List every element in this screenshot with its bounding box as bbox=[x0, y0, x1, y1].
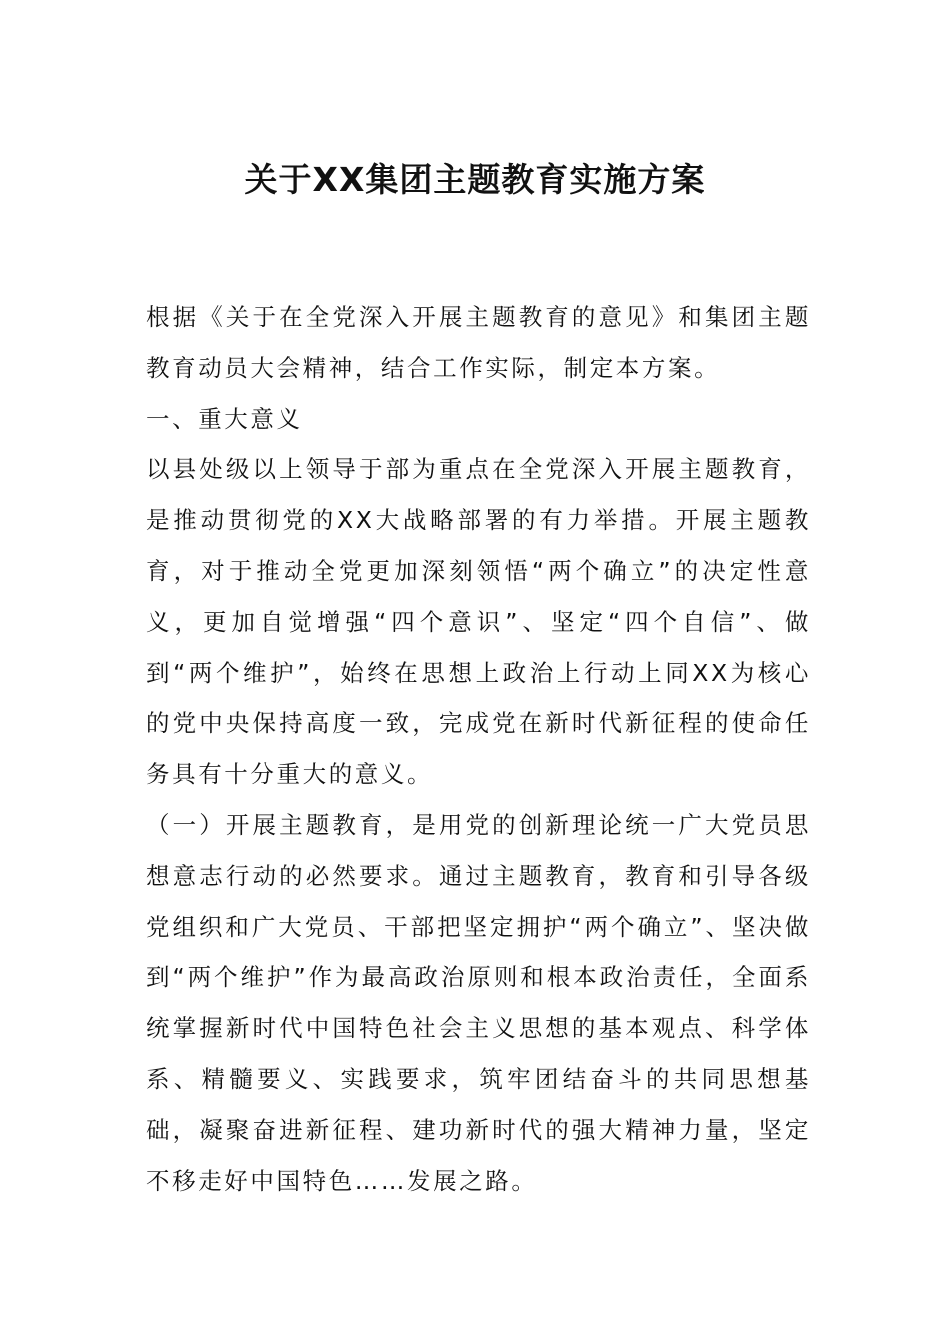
document-body bbox=[146, 292, 811, 1206]
section-heading-significance: 一、重大意义 bbox=[146, 404, 303, 433]
intro-paragraph: 根据《关于在全党深入开展主题教育的意见》和集团主题教育动员大会精神，结合工作实际，制定本方案。 bbox=[146, 303, 811, 382]
document-title: 关于XX集团主题教育实施方案 bbox=[244, 160, 706, 199]
significance-paragraph: 以县处级以上领导于部为重点在全党深入开展主题教育，是推动贯彻党的XX大战略部署的有力举措。开展主题教育，对于推动全党更加深刻领悟“两个确立”的决定性意义，更加自觉增强“四个意识”、坚定“四个自信”、做到“两个维护”，始终在思想上政治上行动上同XX为核心的党中央保持高度一致，完成党在新时代新征程的使命任务具有十分重大的意义。 bbox=[146, 455, 811, 789]
subsection-one-paragraph: （一）开展主题教育，是用党的创新理论统一广大党员思想意志行动的必然要求。通过主题教育，教育和引导各级党组织和广大党员、干部把坚定拥护“两个确立”、坚决做到“两个维护”作为最高政治原则和根本政治责任，全面系统掌握新时代中国特色社会主义思想的基本观点、科学体系、精髓要义、实践要求，筑牢团结奋斗的共同思想基础，凝聚奋进新征程、建功新时代的强大精神力量，坚定不移走好中国特色……发展之路。 bbox=[146, 810, 811, 1195]
